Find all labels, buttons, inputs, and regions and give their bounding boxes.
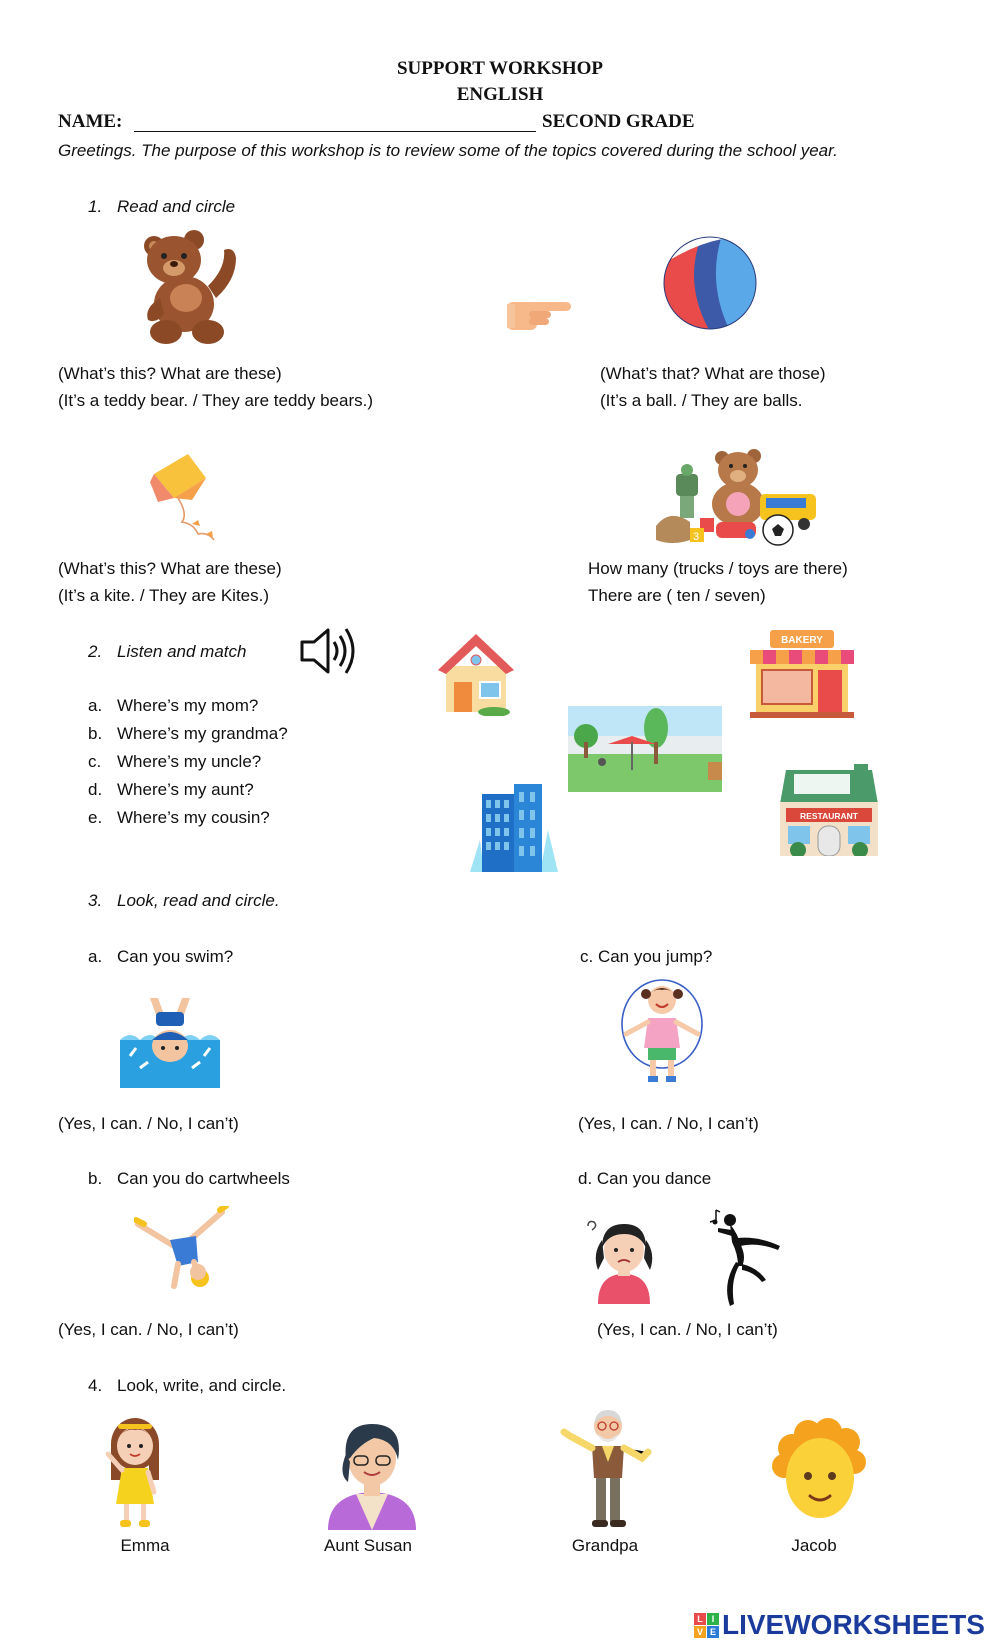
bakery-sign-text: BAKERY bbox=[781, 635, 823, 646]
section4-number: 4. bbox=[88, 1376, 103, 1395]
s2-item-d[interactable]: d. Where’s my aunt? bbox=[88, 780, 254, 799]
s1-q4-question-options[interactable]: How many (trucks / toys are there) bbox=[588, 559, 848, 578]
office-building-icon[interactable] bbox=[470, 780, 558, 872]
s2-item-c[interactable]: c. Where’s my uncle? bbox=[88, 752, 262, 771]
pointing-hand-icon bbox=[505, 292, 573, 334]
restaurant-sign-text: RESTAURANT bbox=[800, 811, 858, 821]
s1-q1-answer-options[interactable]: (It’s a teddy bear. / They are teddy bears.) bbox=[58, 391, 373, 410]
s1-q1-question: (What’s this? What are these) bbox=[58, 364, 282, 383]
logo-text: LIVEWORKSHEETS bbox=[722, 1609, 985, 1640]
restaurant-icon[interactable] bbox=[780, 764, 878, 856]
s3-answer-c-options[interactable]: (Yes, I can. / No, I can’t) bbox=[578, 1114, 759, 1133]
logo-grid-icon: L I V E bbox=[694, 1613, 719, 1638]
house-icon[interactable] bbox=[436, 630, 516, 716]
section1-heading bbox=[88, 197, 235, 217]
person-name-aunt-susan: Aunt Susan bbox=[324, 1536, 412, 1555]
jacob-boy-icon bbox=[772, 1418, 868, 1522]
aunt-susan-icon bbox=[322, 1414, 422, 1530]
section2-title: Listen and match bbox=[117, 642, 247, 661]
emma-girl-icon bbox=[104, 1414, 166, 1530]
grandpa-icon bbox=[560, 1406, 652, 1530]
liveworksheets-logo[interactable] bbox=[694, 1610, 985, 1640]
s2-item-a[interactable]: a. Where’s my mom? bbox=[88, 696, 259, 715]
s1-q2-question: (What’s that? What are those) bbox=[600, 364, 826, 383]
s2-item-e[interactable]: e. Where’s my cousin? bbox=[88, 808, 270, 827]
person-name-grandpa: Grandpa bbox=[571, 1536, 639, 1555]
kite-icon bbox=[148, 452, 228, 542]
park-icon[interactable] bbox=[568, 706, 722, 792]
name-line[interactable] bbox=[134, 131, 536, 132]
dancer-silhouette-icon bbox=[708, 1208, 784, 1308]
teddy-bear-icon bbox=[140, 228, 244, 346]
jump-rope-girl-icon bbox=[620, 978, 704, 1090]
s3-answer-a-options[interactable]: (Yes, I can. / No, I can’t) bbox=[58, 1114, 239, 1133]
cartwheel-kid-icon bbox=[134, 1206, 230, 1292]
section2-heading bbox=[88, 642, 246, 662]
section3-number: 3. bbox=[88, 891, 103, 910]
s2-item-b[interactable]: b. Where’s my grandma? bbox=[88, 724, 288, 743]
person-name-emma: Emma bbox=[120, 1536, 170, 1555]
sad-girl-icon bbox=[584, 1218, 664, 1304]
worksheet-subject: ENGLISH bbox=[456, 84, 544, 105]
s3-question-a: a. Can you swim? bbox=[88, 947, 234, 966]
s1-q3-question: (What’s this? What are these) bbox=[58, 559, 282, 578]
worksheet-title: SUPPORT WORKSHOP bbox=[396, 58, 604, 79]
s3-question-b: b. Can you do cartwheels bbox=[88, 1169, 290, 1188]
toys-pile-icon bbox=[650, 444, 825, 548]
swimming-kid-icon bbox=[120, 996, 220, 1088]
section1-number: 1. bbox=[88, 197, 103, 216]
greeting-text: Greetings. The purpose of this workshop is to review some of the topics covered during the school year. bbox=[58, 141, 838, 160]
section1-title: Read and circle bbox=[117, 197, 236, 216]
s3-question-c: c. Can you jump? bbox=[580, 947, 713, 966]
s3-answer-d-options[interactable]: (Yes, I can. / No, I can’t) bbox=[597, 1320, 778, 1339]
section3-title: Look, read and circle. bbox=[117, 891, 280, 910]
bakery-icon[interactable] bbox=[750, 628, 854, 718]
name-label: NAME: bbox=[58, 111, 123, 132]
toy-block-number: 3 bbox=[693, 531, 700, 543]
speaker-audio-icon[interactable] bbox=[298, 624, 358, 678]
grade-label: SECOND GRADE bbox=[542, 111, 695, 132]
s3-question-d: d. Can you dance bbox=[578, 1169, 712, 1188]
section2-number: 2. bbox=[88, 642, 103, 661]
s1-q4-answer-options[interactable]: There are ( ten / seven) bbox=[588, 586, 766, 605]
s1-q2-answer-options[interactable]: (It’s a ball. / They are balls. bbox=[600, 391, 803, 410]
section4-title: Look, write, and circle. bbox=[117, 1376, 287, 1395]
beach-ball-icon bbox=[662, 235, 758, 331]
section4-heading bbox=[88, 1376, 286, 1396]
person-name-jacob: Jacob bbox=[791, 1536, 837, 1555]
s1-q3-answer-options[interactable]: (It’s a kite. / They are Kites.) bbox=[58, 586, 270, 605]
section3-heading bbox=[88, 891, 280, 911]
s3-answer-b-options[interactable]: (Yes, I can. / No, I can’t) bbox=[58, 1320, 239, 1339]
